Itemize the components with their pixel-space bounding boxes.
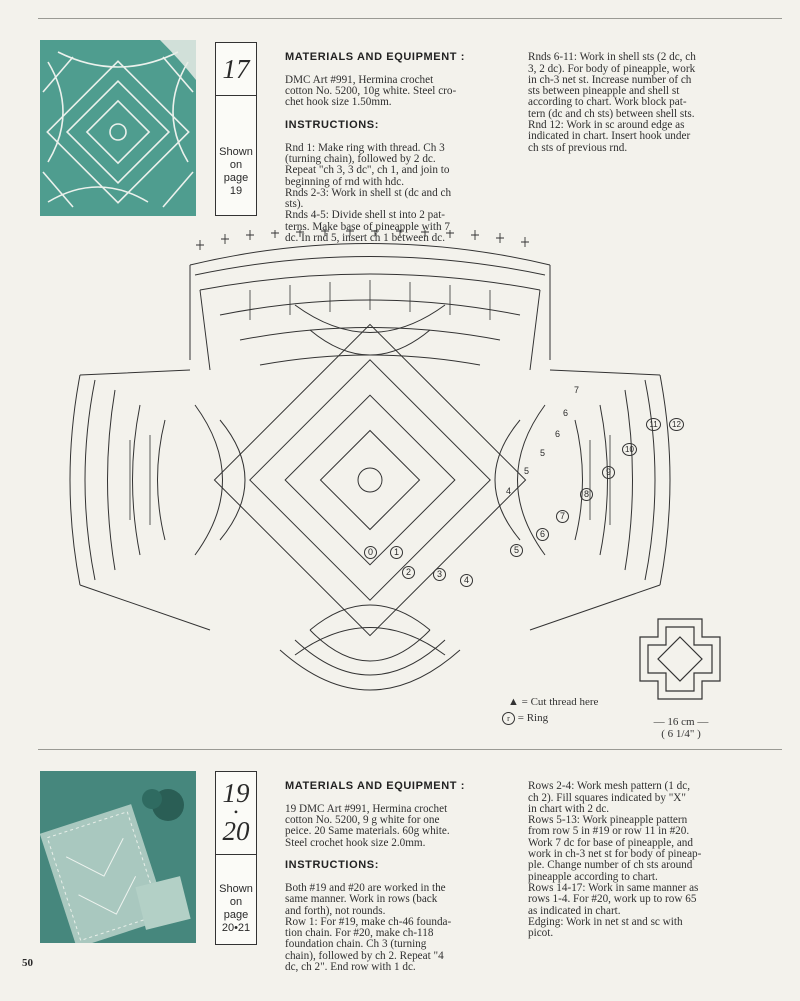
size-inches: ( 6 1/4" )	[661, 728, 701, 740]
instructions-heading: INSTRUCTIONS:	[285, 119, 379, 132]
doily-photo-17	[40, 40, 196, 216]
instructions-column-17-right	[528, 41, 768, 165]
section-rule	[38, 749, 782, 750]
pattern-number: 17	[216, 43, 256, 96]
materials-heading: MATERIALS AND EQUIPMENT :	[285, 51, 465, 64]
round-label: 5	[510, 544, 523, 557]
round-label: 10	[622, 443, 637, 456]
pattern-number-box-19-20	[215, 771, 257, 945]
round-label: 3	[433, 568, 446, 581]
shown-page-number: 19	[229, 185, 243, 197]
pattern-number-box-17	[215, 42, 257, 216]
ring-symbol-icon: r	[502, 712, 515, 725]
layout-diagram	[638, 617, 722, 701]
instructions-column-19-20-right	[528, 770, 768, 951]
row-label: 5	[540, 448, 546, 458]
size-dimension	[636, 716, 726, 740]
pattern-number: 19 • 20	[216, 772, 256, 855]
placemat-photo-19-20	[40, 771, 196, 943]
instructions-text-left: Rnd 1: Make ring with thread. Ch 3 (turning chain), followed by 2 dc. Repeat "ch 3, 3 dc", ch 1, and join to beginning of rnd with hdc. Rnds 2-3: Work in shell st (dc and ch sts). Rnds 4-5: Divide shell st into 2 pat- terns. Make base of pineapple with 7 dc. In rnd 5, insert ch 1 between dc.	[285, 141, 452, 245]
round-label: 0	[364, 546, 377, 559]
shown-on-page: Shown on page 19	[216, 96, 256, 203]
round-label: 2	[402, 566, 415, 579]
materials-text: DMC Art #991, Hermina crochet cotton No. 5200, 10g white. Steel cro- chet hook size 1.50mm.	[285, 73, 457, 109]
materials-text: 19 DMC Art #991, Hermina crochet cotton No. 5200, 9 g white for one peice. 20 Same materials. 60g white. Steel crochet hook size 2.0mm.	[285, 802, 450, 849]
round-label: 12	[669, 418, 684, 431]
materials-column-19-20	[285, 770, 515, 985]
row-label: 6	[555, 429, 561, 439]
shown-page-number: 20•21	[221, 922, 251, 934]
round-label: 9	[602, 466, 615, 479]
legend-ring: r = Ring	[502, 712, 548, 725]
round-label: 11	[646, 418, 661, 431]
crochet-chart	[50, 230, 690, 730]
page-number: 50	[22, 957, 33, 969]
top-rule	[38, 18, 782, 19]
size-cm: — 16 cm —	[653, 716, 709, 728]
instructions-text-left: Both #19 and #20 are worked in the same manner. Work in rows (back and forth), not rounds. Row 1: For #19, make ch-46 founda- tion chain. For #20, make ch-118 foundation chain. Ch 3 (turning chain), followed by ch 2. Repeat "4 dc, ch 2". End row with 1 dc.	[285, 881, 452, 974]
round-label: 7	[556, 510, 569, 523]
instructions-text-right: Rows 2-4: Work mesh pattern (1 dc, ch 2). Fill squares indicated by "X" in chart with 2 dc. Rows 5-13: Work pineapple pattern from row 5 in #19 or row 11 in #20. Work 7 dc for base of pineapple, and work in ch-3 net st for body of pineap- ple. Change number of ch sts around pineapple according to chart. Rows 14-17: Work in same manner as rows 1-4. For #20, work up to row 65 as indicated in chart. Edging: Work in net st and sc with picot.	[528, 780, 702, 940]
shown-on-page: Shown on page 20•21	[216, 855, 256, 940]
row-label: 7	[574, 385, 580, 395]
instructions-text-right: Rnds 6-11: Work in shell sts (2 dc, ch 3, 2 dc). For body of pineapple, work in ch-3 net st. Increase number of ch sts between pineapple and shell st according to chart. Work block pat- tern (dc and ch sts) between shell sts. Rnd 12: Work in sc around edge as indicated in chart. Insert hook under ch sts of previous rnd.	[528, 51, 696, 154]
cut-thread-symbol-icon: ▲	[508, 696, 519, 708]
round-label: 8	[580, 488, 593, 501]
instructions-heading: INSTRUCTIONS:	[285, 859, 379, 872]
row-label: 6	[563, 408, 569, 418]
legend-cut-thread: ▲ = Cut thread here	[508, 696, 599, 708]
materials-heading: MATERIALS AND EQUIPMENT :	[285, 780, 465, 793]
round-label: 4	[460, 574, 473, 587]
round-label: 1	[390, 546, 403, 559]
chart-round-labels	[50, 230, 690, 730]
round-label: 6	[536, 528, 549, 541]
row-label: 5	[524, 466, 530, 476]
materials-column-17	[285, 41, 515, 256]
row-label: 4	[506, 486, 512, 496]
